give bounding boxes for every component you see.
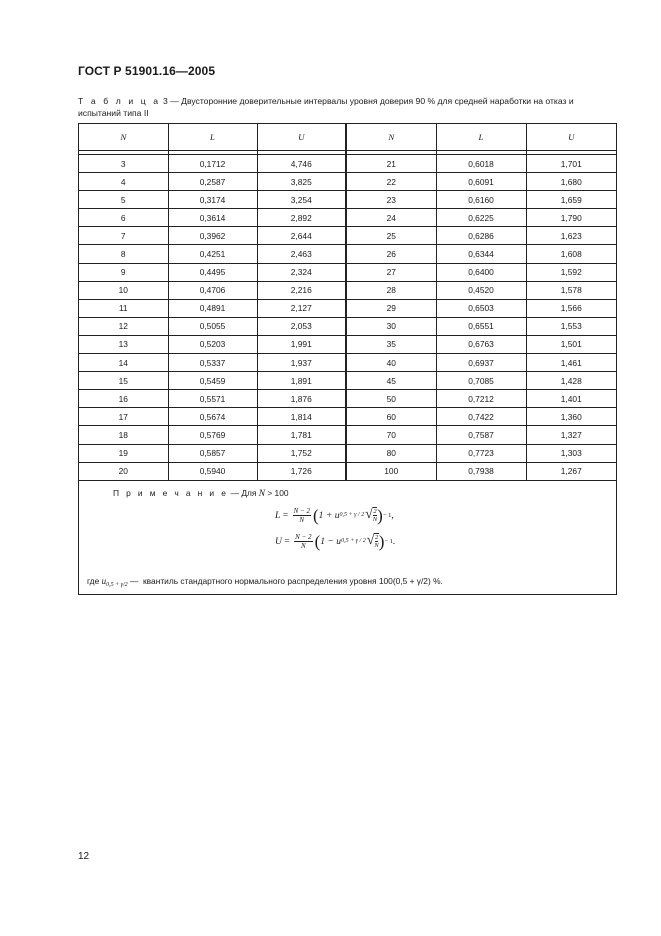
- table-cell: 11: [79, 299, 168, 317]
- table-cell: 0,6937: [436, 354, 526, 372]
- table-cell: 23: [346, 191, 436, 209]
- table-cell: 0,5940: [168, 462, 257, 480]
- table-cell: 0,5459: [168, 372, 257, 390]
- table-cell: 16: [79, 390, 168, 408]
- formula2-close-paren: ): [378, 531, 385, 551]
- table-cell: 0,7723: [436, 444, 526, 462]
- table-cell: 0,7085: [436, 372, 526, 390]
- table-cell: 15: [79, 372, 168, 390]
- where-text: — квантиль стандартного нормального распределения уровня 100(0,5 + γ/2) %.: [127, 575, 443, 586]
- formula1-exponent: − 1: [382, 511, 392, 519]
- data-table: [79, 124, 616, 481]
- table-cell: 1,891: [257, 372, 346, 390]
- table-cell: 0,6551: [436, 317, 526, 335]
- table-cell: 0,3962: [168, 227, 257, 245]
- table-header-row: [79, 124, 616, 151]
- table-cell: 40: [346, 354, 436, 372]
- where-prefix: где: [87, 575, 102, 586]
- table-cell: 3,254: [257, 191, 346, 209]
- table-cell: 0,5674: [168, 408, 257, 426]
- table-cell: 0,6400: [436, 263, 526, 281]
- table-cell: 0,3174: [168, 191, 257, 209]
- table-row: [79, 408, 616, 426]
- where-subscript: 0,5 + γ/2: [106, 581, 128, 588]
- page-number: 12: [78, 851, 90, 862]
- table-cell: 10: [79, 281, 168, 299]
- table-cell: 9: [79, 263, 168, 281]
- where-clause: [87, 576, 443, 588]
- formula1-sqrt: [365, 507, 377, 523]
- table-cell: 5: [79, 191, 168, 209]
- table-cell: 29: [346, 299, 436, 317]
- table-body: [79, 151, 616, 481]
- formula2-sqrt-num: 2: [374, 534, 379, 542]
- table-cell: 6: [79, 209, 168, 227]
- table-cell: 45: [346, 372, 436, 390]
- formula2-numerator: N − 2: [295, 532, 312, 541]
- table-cell: 8: [79, 245, 168, 263]
- table-cell: 0,7587: [436, 426, 526, 444]
- table-cell: 0,6344: [436, 245, 526, 263]
- header-l-left: L: [168, 124, 257, 151]
- table-cell: 0,5857: [168, 444, 257, 462]
- formula-upper-bound: [275, 533, 395, 550]
- table-cell: 0,5769: [168, 426, 257, 444]
- formula2-eq: =: [281, 535, 293, 547]
- header-u-left: U: [257, 124, 346, 151]
- table-row: [79, 317, 616, 335]
- table-cell: 22: [346, 173, 436, 191]
- table-cell: 21: [346, 155, 436, 173]
- table-cell: 7: [79, 227, 168, 245]
- formula-lower-bound: [275, 507, 394, 524]
- formula1-subscript: 0,5 + γ / 2: [339, 512, 365, 519]
- table-cell: 80: [346, 444, 436, 462]
- table-cell: 2,463: [257, 245, 346, 263]
- table-cell: 1,991: [257, 335, 346, 353]
- table-row: [79, 209, 616, 227]
- table-cell: 26: [346, 245, 436, 263]
- table-cell: 1,701: [526, 155, 616, 173]
- table-row: [79, 444, 616, 462]
- table-row: [79, 372, 616, 390]
- table-cell: 3: [79, 155, 168, 173]
- formula2-subscript: 0,5 + γ / 2: [341, 538, 366, 545]
- formula1-denominator: N: [299, 515, 305, 524]
- sqrt-icon: √: [366, 533, 375, 549]
- table-cell: 1,659: [526, 191, 616, 209]
- header-u-right: U: [526, 124, 616, 151]
- header-n-left: N: [79, 124, 168, 151]
- table-cell: 13: [79, 335, 168, 353]
- table-cell: 19: [79, 444, 168, 462]
- formula1-close-paren: ): [377, 505, 383, 525]
- table-cell: 2,127: [257, 299, 346, 317]
- table-cell: 1,267: [526, 462, 616, 480]
- table-cell: 2,644: [257, 227, 346, 245]
- table-cell: 2,892: [257, 209, 346, 227]
- table-row: [79, 299, 616, 317]
- caption-text: 3 — Двусторонние доверительные интервалы уровня доверия 90 % для средней наработки на отказ и испытаний типа II: [78, 96, 574, 118]
- table-cell: 28: [346, 281, 436, 299]
- formula1-numerator: N − 2: [293, 506, 310, 515]
- formula1-sqrt-num: 2: [373, 508, 377, 516]
- table-row: [79, 191, 616, 209]
- table-cell: 0,6018: [436, 155, 526, 173]
- table-row: [79, 426, 616, 444]
- table-cell: 2,053: [257, 317, 346, 335]
- table-row: [79, 245, 616, 263]
- formula1-eq: =: [280, 509, 291, 521]
- table-caption: [78, 95, 618, 119]
- table-cell: 1,814: [257, 408, 346, 426]
- table-cell: 1,726: [257, 462, 346, 480]
- table-cell: 20: [79, 462, 168, 480]
- confidence-interval-table: [78, 123, 617, 595]
- formula1-end: ,: [391, 509, 394, 521]
- table-cell: 1,327: [526, 426, 616, 444]
- formula2-body: 1 − u: [320, 535, 342, 547]
- table-cell: 0,4520: [436, 281, 526, 299]
- table-cell: 0,5055: [168, 317, 257, 335]
- table-cell: 17: [79, 408, 168, 426]
- table-cell: 0,4251: [168, 245, 257, 263]
- table-cell: 1,303: [526, 444, 616, 462]
- table-row: [79, 173, 616, 191]
- table-cell: 0,6286: [436, 227, 526, 245]
- table-cell: 0,5571: [168, 390, 257, 408]
- table-cell: 1,781: [257, 426, 346, 444]
- formula1-open-paren: (: [312, 505, 319, 525]
- table-cell: 1,790: [526, 209, 616, 227]
- table-cell: 0,2587: [168, 173, 257, 191]
- formula2-end: .: [392, 535, 396, 547]
- note-dash: — Для: [228, 487, 259, 498]
- table-cell: 0,1712: [168, 155, 257, 173]
- table-cell: 0,3614: [168, 209, 257, 227]
- table-cell: 0,5203: [168, 335, 257, 353]
- table-row: [79, 281, 616, 299]
- table-row: [79, 263, 616, 281]
- table-cell: 1,428: [526, 372, 616, 390]
- table-cell: 1,680: [526, 173, 616, 191]
- formula2-fraction: [294, 533, 312, 550]
- table-cell: 1,553: [526, 317, 616, 335]
- note-section: [79, 481, 616, 594]
- table-cell: 1,876: [257, 390, 346, 408]
- table-cell: 27: [346, 263, 436, 281]
- table-cell: 70: [346, 426, 436, 444]
- table-cell: 0,6160: [436, 191, 526, 209]
- table-cell: 4,746: [257, 155, 346, 173]
- table-cell: 0,6225: [436, 209, 526, 227]
- table-cell: 0,5337: [168, 354, 257, 372]
- table-cell: 1,401: [526, 390, 616, 408]
- note-condition: > 100: [265, 487, 289, 498]
- formula1-lhs: L: [275, 509, 281, 521]
- formula1-fraction: [293, 507, 311, 524]
- note-label: П р и м е ч а н и е: [113, 487, 229, 498]
- formula2-sqrt-den: N: [374, 542, 379, 550]
- table-cell: 1,461: [526, 354, 616, 372]
- table-row: [79, 462, 616, 480]
- table-cell: 2,216: [257, 281, 346, 299]
- table-cell: 0,6091: [436, 173, 526, 191]
- table-cell: 0,4891: [168, 299, 257, 317]
- document-title: ГОСТ Р 51901.16—2005: [78, 64, 216, 78]
- table-row: [79, 335, 616, 353]
- table-cell: 0,7422: [436, 408, 526, 426]
- table-cell: 4: [79, 173, 168, 191]
- table-cell: 25: [346, 227, 436, 245]
- table-cell: 1,623: [526, 227, 616, 245]
- caption-label: Т а б л и ц а: [78, 96, 161, 106]
- formula2-open-paren: (: [314, 531, 321, 551]
- sqrt-icon: √: [365, 507, 373, 523]
- formula2-sqrt: [367, 533, 379, 549]
- table-cell: 0,7212: [436, 390, 526, 408]
- table-cell: 100: [346, 462, 436, 480]
- formula2-lhs: U: [275, 535, 282, 547]
- table-cell: 18: [79, 426, 168, 444]
- table-cell: 3,825: [257, 173, 346, 191]
- table-cell: 1,578: [526, 281, 616, 299]
- table-cell: 1,360: [526, 408, 616, 426]
- table-cell: 1,592: [526, 263, 616, 281]
- note-variable: N: [258, 488, 266, 499]
- table-cell: 2,324: [257, 263, 346, 281]
- table-cell: 0,4495: [168, 263, 257, 281]
- table-cell: 1,566: [526, 299, 616, 317]
- table-row: [79, 390, 616, 408]
- table-cell: 1,501: [526, 335, 616, 353]
- formula1-body: 1 + u: [318, 509, 340, 521]
- table-cell: 50: [346, 390, 436, 408]
- table-cell: 0,4706: [168, 281, 257, 299]
- table-cell: 0,6763: [436, 335, 526, 353]
- formula2-denominator: N: [301, 541, 306, 550]
- table-cell: 1,752: [257, 444, 346, 462]
- table-row: [79, 227, 616, 245]
- table-cell: 0,6503: [436, 299, 526, 317]
- table-cell: 24: [346, 209, 436, 227]
- where-variable: u: [101, 575, 107, 586]
- table-cell: 1,937: [257, 354, 346, 372]
- table-cell: 60: [346, 408, 436, 426]
- table-cell: 14: [79, 354, 168, 372]
- header-n-right: N: [346, 124, 436, 151]
- table-cell: 0,7938: [436, 462, 526, 480]
- formula2-exponent: − 1: [384, 537, 393, 545]
- formula1-sqrt-den: N: [372, 516, 378, 524]
- table-row: [79, 155, 616, 173]
- table-row: [79, 354, 616, 372]
- header-l-right: L: [436, 124, 526, 151]
- note-heading: [113, 488, 289, 499]
- table-cell: 35: [346, 335, 436, 353]
- table-cell: 12: [79, 317, 168, 335]
- table-cell: 30: [346, 317, 436, 335]
- table-cell: 1,608: [526, 245, 616, 263]
